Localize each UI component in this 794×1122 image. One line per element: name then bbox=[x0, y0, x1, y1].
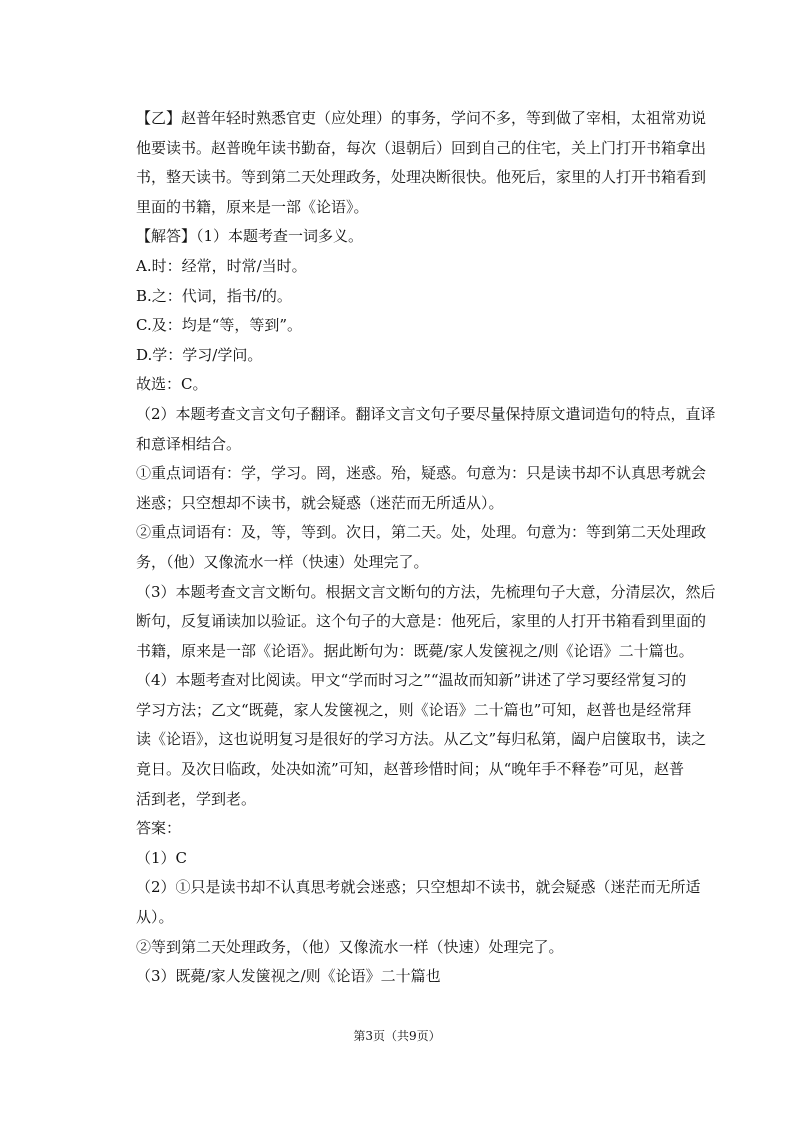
text-line: A.时：经常，时常/当时。 bbox=[136, 256, 307, 275]
text-line: 书，整天读书。等到第二天处理政务，处理决断很快。他死后，家里的人打开书箱看到 bbox=[136, 168, 707, 187]
page-number-footer: 第3页（共9页） bbox=[353, 1029, 441, 1043]
text-line: 务，（他）又像流水一样（快速）处理完了。 bbox=[136, 552, 429, 571]
text-line: 断句，反复诵读加以验证。这个句子的大意是：他死后，家里的人打开书箱看到里面的 bbox=[136, 612, 707, 631]
text-line: （4）本题考查对比阅读。甲文“学而时习之”“温故而知新”讲述了学习要经常复习的 bbox=[136, 671, 687, 690]
text-line: （2）①只是读书却不认真思考就会迷惑；只空想却不读书，就会疑惑（迷茫而无所适 bbox=[136, 878, 701, 897]
text-line: 读《论语》，这也说明复习是很好的学习方法。从乙文”每归私第，阖户启箧取书，读之 bbox=[136, 730, 707, 749]
text-line: 故选：C。 bbox=[136, 375, 208, 394]
text-line: 里面的书籍，原来是一部《论语》。 bbox=[136, 197, 369, 216]
text-line: 【乙】赵普年轻时熟悉官吏（应处理）的事务，学问不多，等到做了宰相，太祖常劝说 bbox=[136, 109, 707, 127]
text-line: ①重点词语有：学，学习。罔，迷惑。殆，疑惑。句意为：只是读书却不认真思考就会 bbox=[136, 464, 707, 483]
text-line: C.及：均是“等，等到”。 bbox=[136, 316, 303, 335]
text-line: 迷惑；只空想却不读书，就会疑惑（迷茫而无所适从）。 bbox=[136, 493, 504, 512]
text-line: （1）C bbox=[136, 848, 188, 867]
text-line: 他要读书。赵普晚年读书勤奋，每次（退朝后）回到自己的住宅，关上门打开书箱拿出 bbox=[136, 138, 707, 157]
text-line: 竟日。及次日临政，处决如流”可知，赵普珍惜时间；从“晚年手不释卷”可见，赵普 bbox=[136, 760, 685, 779]
text-line: D.学：学习/学问。 bbox=[136, 345, 263, 364]
text-line: 学习方法；乙文“既薨，家人发箧视之，则《论语》二十篇也”可知，赵普也是经常拜 bbox=[136, 700, 692, 719]
text-line: 和意译相结合。 bbox=[136, 434, 242, 453]
text-line: 【解答】（1）本题考查一词多义。 bbox=[136, 227, 364, 246]
text-line: 答案： bbox=[136, 819, 182, 838]
text-line: 活到老，学到老。 bbox=[136, 789, 257, 808]
text-line: （3）既薨/家人发箧视之/则《论语》二十篇也 bbox=[136, 967, 441, 986]
text-line: ②等到第二天处理政务，（他）又像流水一样（快速）处理完了。 bbox=[136, 937, 564, 956]
text-line: 书籍，原来是一部《论语》。据此断句为：既薨/家人发箧视之/则《论语》二十篇也。 bbox=[136, 641, 694, 660]
text-line: B.之：代词，指书/的。 bbox=[136, 286, 292, 305]
text-line: ②重点词语有：及，等，等到。次日，第二天。处，处理。句意为：等到第二天处理政 bbox=[136, 523, 707, 542]
text-line: （2）本题考查文言文句子翻译。翻译文言文句子要尽量保持原文遣词造句的特点，直译 bbox=[136, 404, 716, 423]
text-line: （3）本题考查文言文断句。根据文言文断句的方法，先梳理句子大意，分清层次，然后 bbox=[136, 582, 716, 601]
answer-explanation-text bbox=[136, 104, 716, 992]
text-line: 从）。 bbox=[136, 908, 174, 927]
